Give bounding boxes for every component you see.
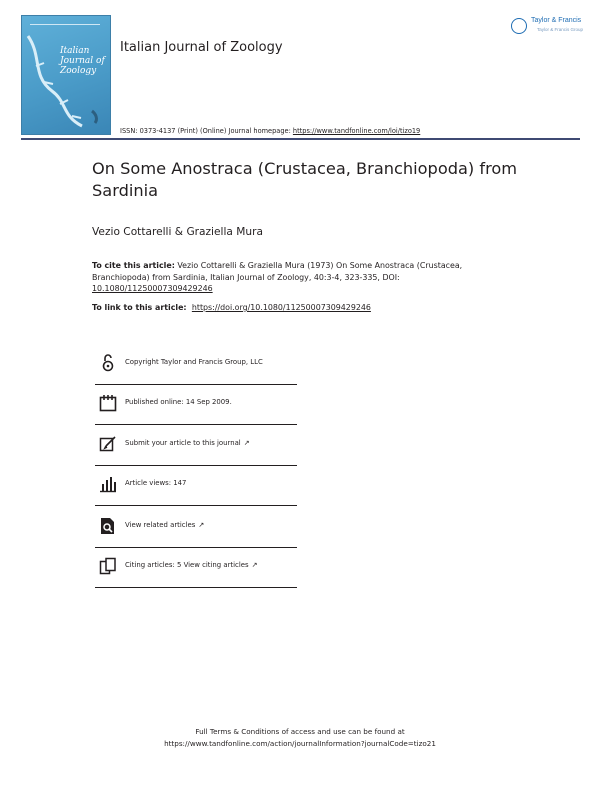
citation-block	[92, 260, 492, 295]
external-link-icon: ↗	[243, 439, 250, 447]
view-related-icon	[99, 517, 117, 535]
view-related-link[interactable]: View related articles	[125, 521, 196, 529]
copyright-row: Copyright Taylor and Francis Group, LLC	[95, 344, 297, 385]
journal-cover-image	[21, 15, 111, 135]
citing-articles-link[interactable]: Citing articles: 5 View citing articles	[125, 561, 249, 569]
published-row: Published online: 14 Sep 2009.	[95, 384, 297, 425]
journal-name: Italian Journal of Zoology	[120, 40, 283, 55]
calendar-icon	[99, 394, 117, 412]
external-link-icon: ↗	[251, 561, 258, 569]
article-doi-link[interactable]: https://doi.org/10.1080/11250007309429246	[191, 303, 371, 312]
submit-article-row[interactable]	[95, 425, 297, 466]
journal-homepage-link[interactable]: https://www.tandfonline.com/loi/tizo19	[292, 127, 421, 135]
terms-line: Full Terms & Conditions of access and use can be found at	[195, 727, 405, 736]
article-authors: Vezio Cottarelli & Graziella Mura	[92, 226, 263, 238]
publisher-logo-icon	[511, 18, 527, 34]
header-divider	[21, 138, 580, 140]
submit-article-link[interactable]: Submit your article to this journal	[125, 439, 241, 447]
open-access-lock-icon	[99, 354, 117, 372]
terms-footer	[0, 726, 600, 750]
cover-title: Italian Journal of Zoology	[60, 46, 105, 76]
citing-articles-icon	[99, 557, 117, 575]
citation-label: To cite this article:	[92, 261, 175, 270]
bar-chart-icon	[99, 475, 117, 493]
related-articles-row[interactable]	[95, 507, 297, 548]
citation-doi-link[interactable]: 10.1080/11250007309429246	[92, 284, 213, 293]
citing-articles-row[interactable]	[95, 547, 297, 588]
publisher-logo: Taylor & Francis Taylor & Francis Group	[511, 16, 587, 40]
article-title: On Some Anostraca (Crustacea, Branchiopoda) from Sardinia	[92, 159, 518, 200]
article-views-row: Article views: 147	[95, 465, 297, 506]
row-divider	[95, 505, 297, 506]
link-label: To link to this article:	[92, 303, 190, 312]
edit-icon	[99, 435, 117, 453]
citation-text: Vezio Cottarelli & Graziella Mura (1973) On Some Anostraca (Crustacea, Branchiopoda) from Sardinia, Italian Journal of Zoology, 40:3-4, 323-335, DOI:	[92, 261, 463, 282]
article-link-line	[92, 303, 371, 312]
row-divider	[95, 587, 297, 588]
external-link-icon: ↗	[198, 521, 205, 529]
issn-line: ISSN: 0373-4137 (Print) (Online) Journal homepage: https://www.tandfonline.com/loi/tizo19	[120, 127, 421, 135]
terms-url[interactable]: https://www.tandfonline.com/action/journalInformation?journalCode=tizo21	[164, 739, 436, 748]
